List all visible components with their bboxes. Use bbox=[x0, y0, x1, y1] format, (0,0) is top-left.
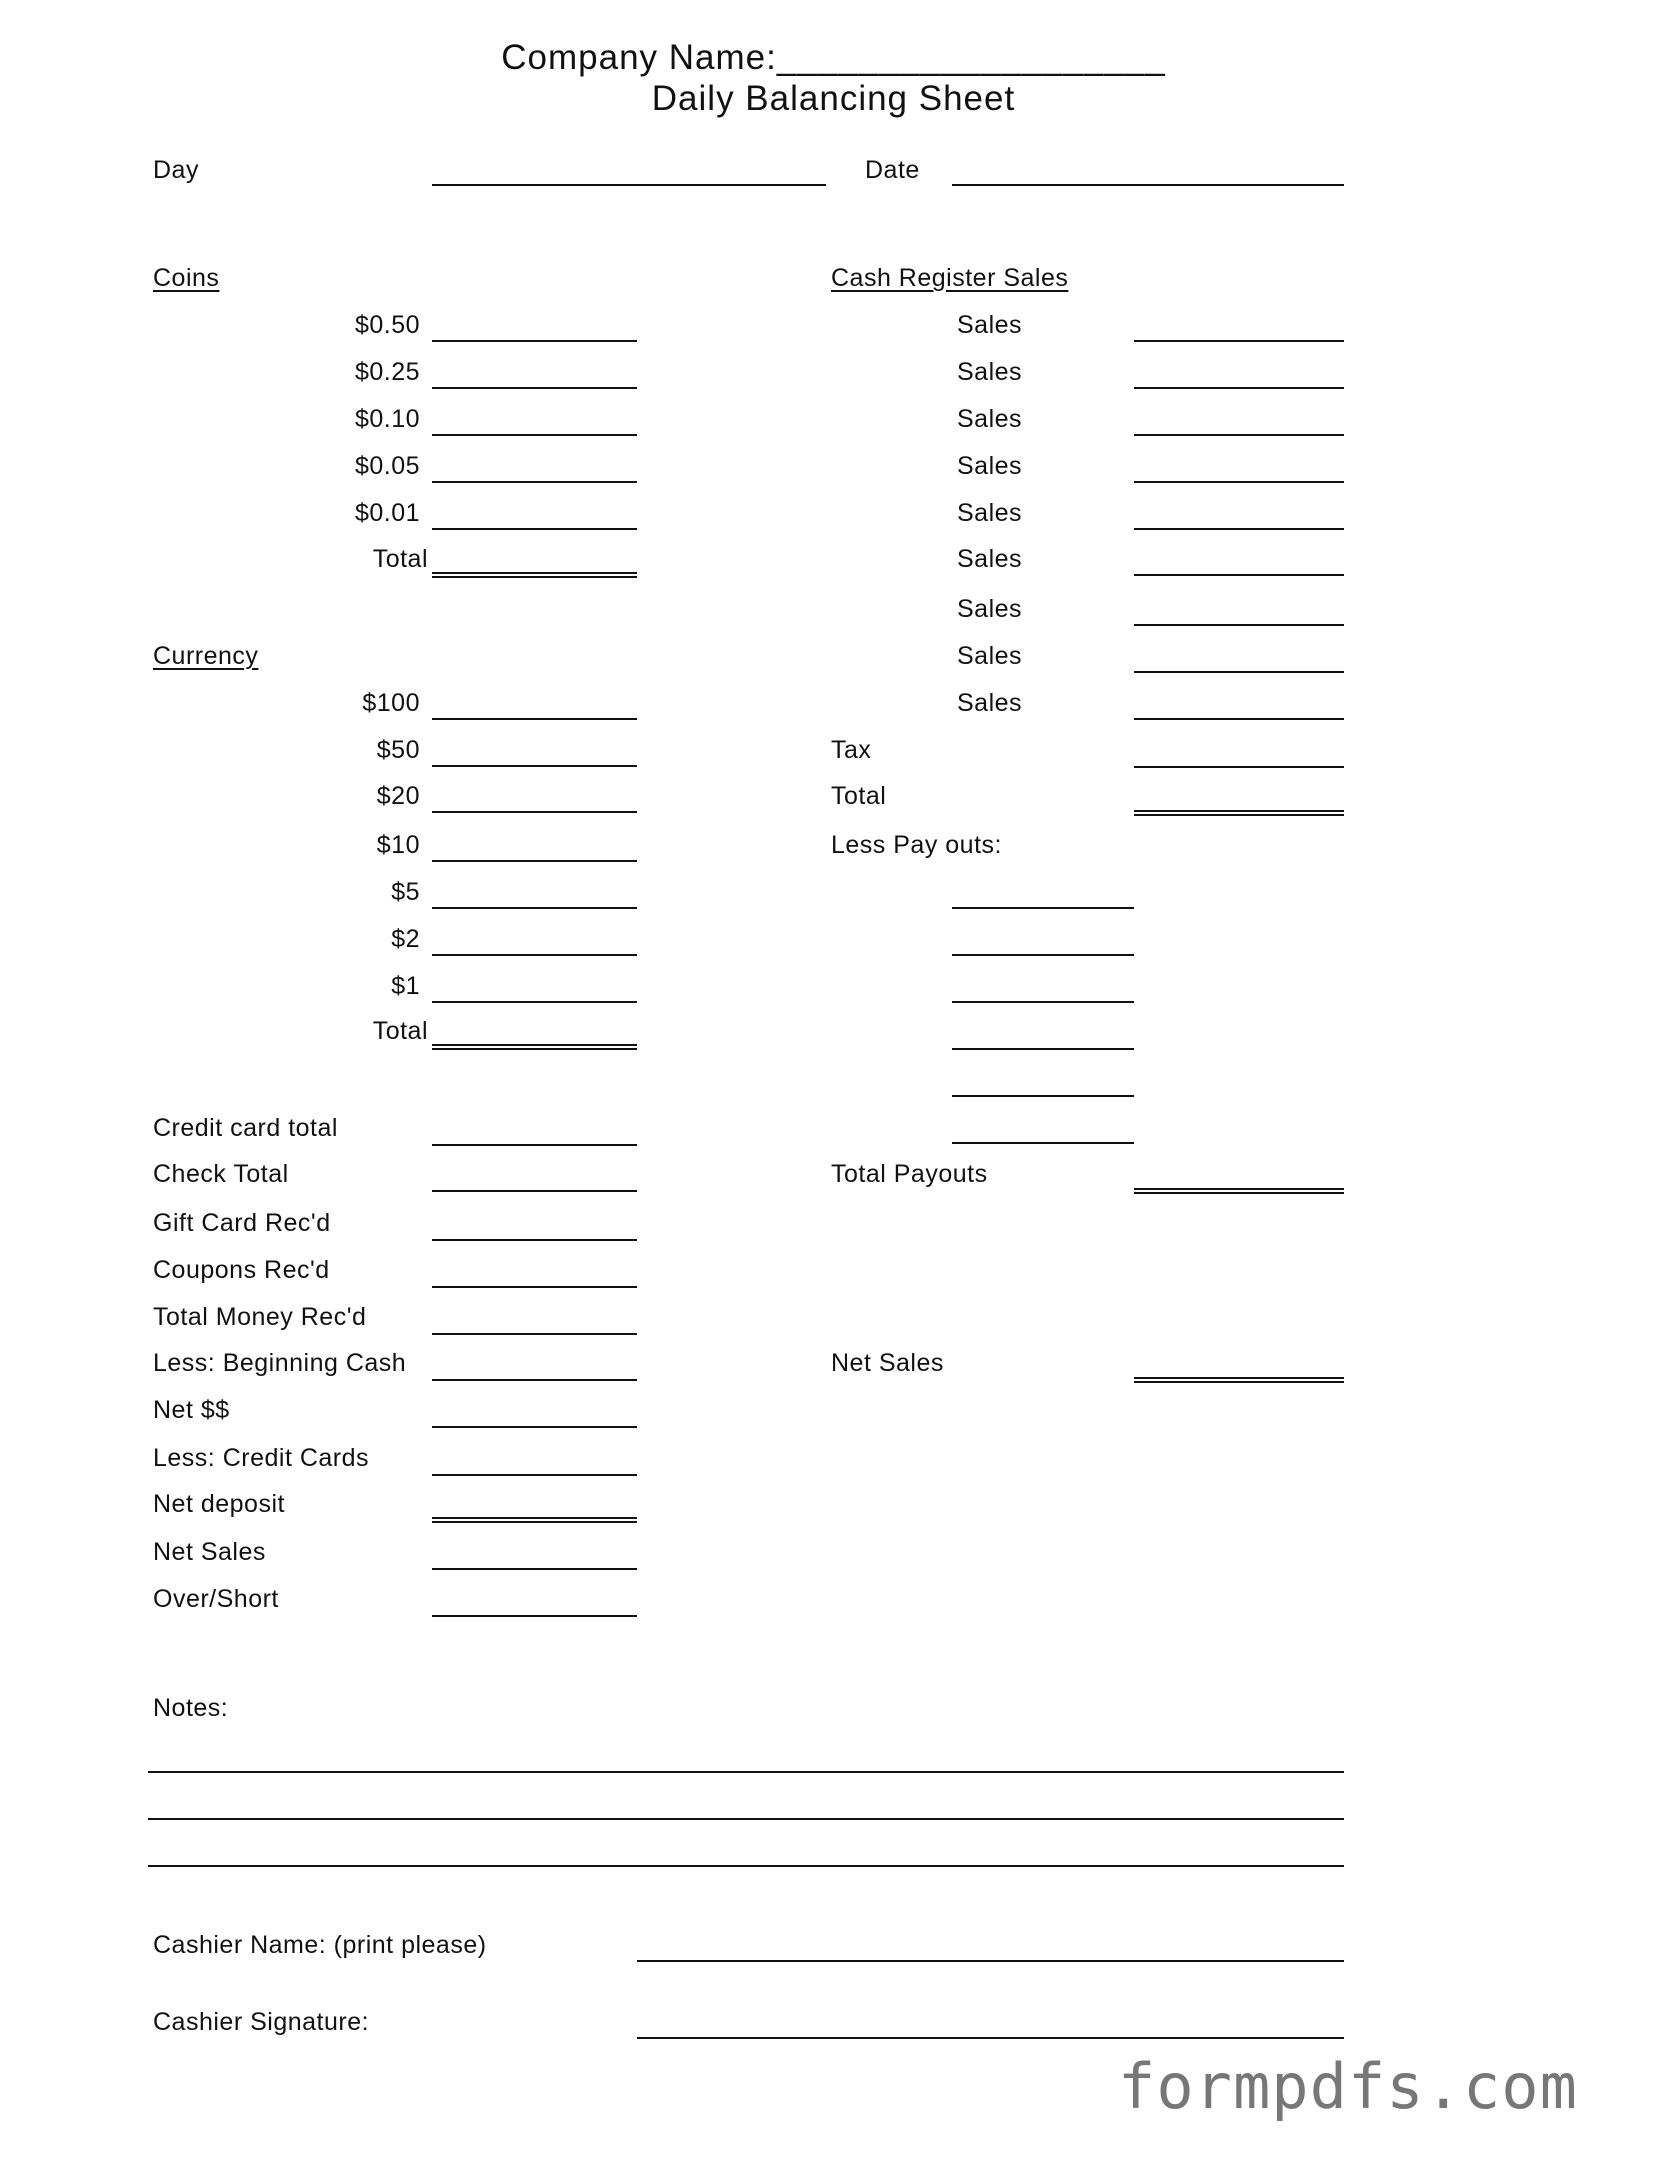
coin-denomination-label: $0.05 bbox=[354, 452, 420, 480]
currency-amount-field[interactable] bbox=[432, 907, 637, 909]
summary-row-label: Check Total bbox=[153, 1160, 289, 1188]
summary-amount-field[interactable] bbox=[432, 1517, 637, 1523]
currency-total-field[interactable] bbox=[432, 1044, 637, 1050]
total-payouts-label: Total Payouts bbox=[831, 1160, 988, 1188]
sales-amount-field[interactable] bbox=[1134, 671, 1344, 673]
currency-heading: Currency bbox=[153, 642, 259, 670]
currency-denomination-label: $2 bbox=[391, 925, 420, 953]
currency-denomination-label: $10 bbox=[376, 831, 420, 859]
date-field[interactable] bbox=[952, 184, 1344, 186]
sales-amount-field[interactable] bbox=[1134, 718, 1344, 720]
summary-row-label: Net Sales bbox=[153, 1538, 266, 1566]
company-name-heading: Company Name:___________________ bbox=[501, 38, 1166, 77]
cashier-name-field[interactable] bbox=[637, 1960, 1344, 1962]
sales-amount-field[interactable] bbox=[1134, 481, 1344, 483]
sales-label: Sales bbox=[957, 642, 1023, 670]
register-total-label: Total bbox=[831, 782, 887, 810]
summary-amount-field[interactable] bbox=[432, 1426, 637, 1428]
summary-row-label: Less: Beginning Cash bbox=[153, 1349, 407, 1377]
cash-register-sales-heading: Cash Register Sales bbox=[831, 264, 1069, 292]
currency-amount-field[interactable] bbox=[432, 765, 637, 767]
coin-amount-field[interactable] bbox=[432, 528, 637, 530]
sales-label: Sales bbox=[957, 311, 1023, 339]
currency-denomination-label: $5 bbox=[391, 878, 420, 906]
coin-denomination-label: $0.01 bbox=[354, 499, 420, 527]
notes-line-2[interactable] bbox=[148, 1818, 1344, 1820]
sales-amount-field[interactable] bbox=[1134, 387, 1344, 389]
summary-row-label: Over/Short bbox=[153, 1585, 279, 1613]
day-label: Day bbox=[153, 156, 199, 184]
sales-amount-field[interactable] bbox=[1134, 624, 1344, 626]
summary-row-label: Coupons Rec'd bbox=[153, 1256, 330, 1284]
currency-amount-field[interactable] bbox=[432, 1001, 637, 1003]
watermark-logo: formpdfs.com bbox=[1118, 2050, 1578, 2123]
summary-row-label: Less: Credit Cards bbox=[153, 1444, 370, 1472]
coin-denomination-label: $0.25 bbox=[354, 358, 420, 386]
coins-heading: Coins bbox=[153, 264, 220, 292]
cashier-signature-label: Cashier Signature: bbox=[153, 2008, 370, 2036]
coin-denomination-label: $0.10 bbox=[354, 405, 420, 433]
summary-amount-field[interactable] bbox=[432, 1615, 637, 1617]
sales-amount-field[interactable] bbox=[1134, 434, 1344, 436]
register-total-field[interactable] bbox=[1134, 810, 1344, 816]
payout-amount-field[interactable] bbox=[952, 1048, 1134, 1050]
tax-field[interactable] bbox=[1134, 766, 1344, 768]
notes-label: Notes: bbox=[153, 1694, 229, 1722]
currency-denomination-label: $1 bbox=[391, 972, 420, 1000]
sales-label: Sales bbox=[957, 499, 1023, 527]
summary-amount-field[interactable] bbox=[432, 1286, 637, 1288]
currency-amount-field[interactable] bbox=[432, 954, 637, 956]
sales-label: Sales bbox=[957, 689, 1023, 717]
currency-amount-field[interactable] bbox=[432, 860, 637, 862]
sheet-title: Daily Balancing Sheet bbox=[651, 79, 1016, 118]
cashier-signature-field[interactable] bbox=[637, 2037, 1344, 2039]
summary-amount-field[interactable] bbox=[432, 1568, 637, 1570]
coin-amount-field[interactable] bbox=[432, 340, 637, 342]
payout-amount-field[interactable] bbox=[952, 907, 1134, 909]
currency-denomination-label: $20 bbox=[376, 782, 420, 810]
summary-amount-field[interactable] bbox=[432, 1333, 637, 1335]
summary-amount-field[interactable] bbox=[432, 1474, 637, 1476]
summary-row-label: Net deposit bbox=[153, 1490, 285, 1518]
sales-amount-field[interactable] bbox=[1134, 574, 1344, 576]
total-payouts-field[interactable] bbox=[1134, 1188, 1344, 1194]
notes-line-3[interactable] bbox=[148, 1865, 1344, 1867]
coin-amount-field[interactable] bbox=[432, 387, 637, 389]
coins-total-label: Total bbox=[372, 545, 428, 573]
payout-amount-field[interactable] bbox=[952, 1095, 1134, 1097]
payout-amount-field[interactable] bbox=[952, 1001, 1134, 1003]
less-payouts-label: Less Pay outs: bbox=[831, 831, 1002, 859]
cashier-name-label: Cashier Name: (print please) bbox=[153, 1931, 487, 1959]
sales-label: Sales bbox=[957, 405, 1023, 433]
coin-denomination-label: $0.50 bbox=[354, 311, 420, 339]
sales-amount-field[interactable] bbox=[1134, 528, 1344, 530]
coin-amount-field[interactable] bbox=[432, 434, 637, 436]
sales-label: Sales bbox=[957, 358, 1023, 386]
payout-amount-field[interactable] bbox=[952, 1142, 1134, 1144]
summary-amount-field[interactable] bbox=[432, 1379, 637, 1381]
sales-label: Sales bbox=[957, 545, 1023, 573]
summary-row-label: Gift Card Rec'd bbox=[153, 1209, 331, 1237]
day-field[interactable] bbox=[432, 184, 826, 186]
coin-amount-field[interactable] bbox=[432, 481, 637, 483]
currency-amount-field[interactable] bbox=[432, 811, 637, 813]
summary-amount-field[interactable] bbox=[432, 1144, 637, 1146]
tax-label: Tax bbox=[831, 736, 872, 764]
register-net-sales-label: Net Sales bbox=[831, 1349, 944, 1377]
summary-row-label: Total Money Rec'd bbox=[153, 1303, 367, 1331]
notes-line-1[interactable] bbox=[148, 1771, 1344, 1773]
currency-denomination-label: $50 bbox=[376, 736, 420, 764]
sales-label: Sales bbox=[957, 595, 1023, 623]
currency-total-label: Total bbox=[372, 1017, 428, 1045]
summary-amount-field[interactable] bbox=[432, 1239, 637, 1241]
summary-amount-field[interactable] bbox=[432, 1190, 637, 1192]
sales-label: Sales bbox=[957, 452, 1023, 480]
coins-total-field[interactable] bbox=[432, 572, 637, 578]
sales-amount-field[interactable] bbox=[1134, 340, 1344, 342]
currency-denomination-label: $100 bbox=[362, 689, 420, 717]
register-net-sales-field[interactable] bbox=[1134, 1377, 1344, 1383]
date-label: Date bbox=[865, 156, 920, 184]
summary-row-label: Net $$ bbox=[153, 1396, 230, 1424]
summary-row-label: Credit card total bbox=[153, 1114, 338, 1142]
payout-amount-field[interactable] bbox=[952, 954, 1134, 956]
currency-amount-field[interactable] bbox=[432, 718, 637, 720]
